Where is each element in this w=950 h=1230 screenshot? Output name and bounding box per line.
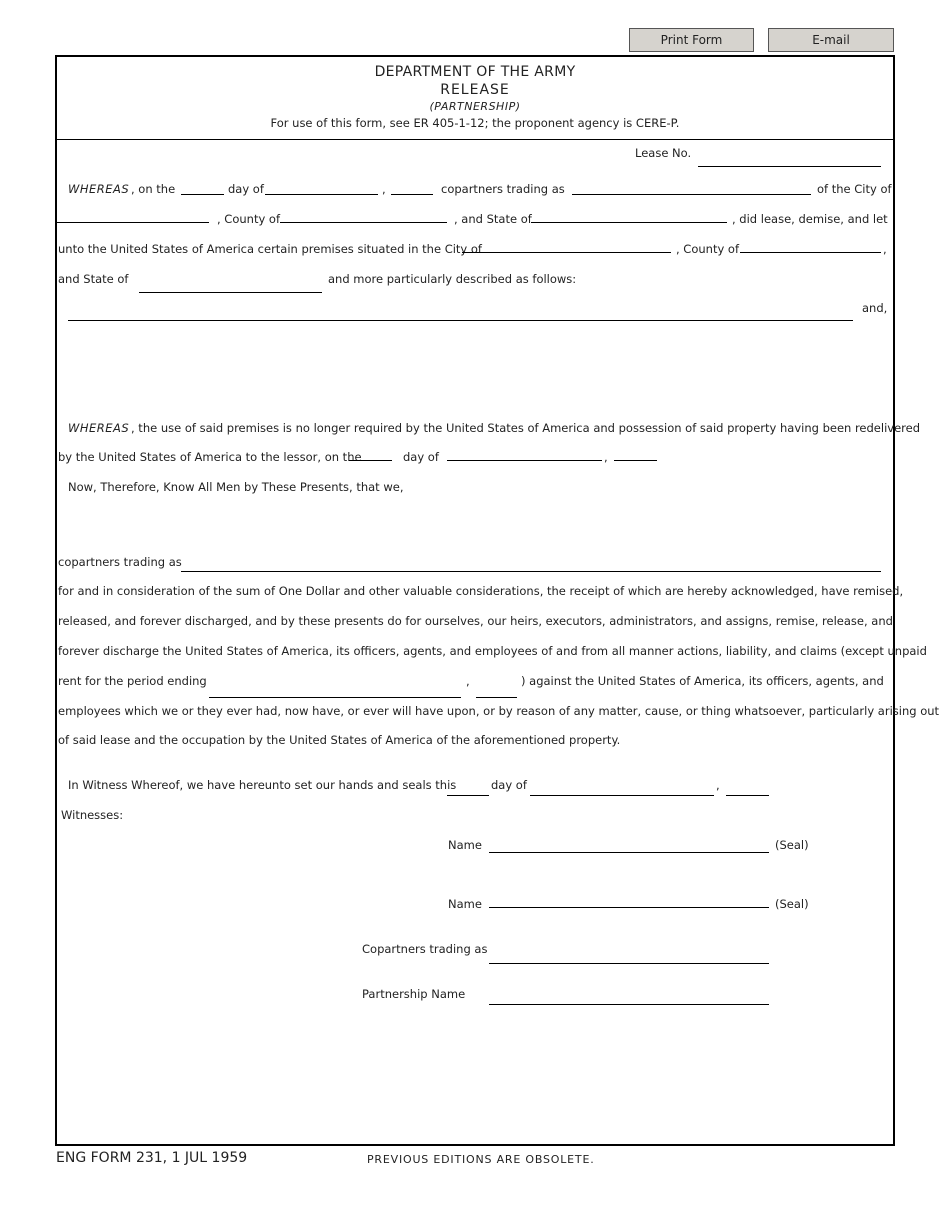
whereas-1: WHEREAS bbox=[68, 182, 130, 196]
form-subtitle: (PARTNERSHIP) bbox=[429, 100, 521, 113]
comma-label-3: , bbox=[466, 674, 470, 688]
witness-whereof-label: In Witness Whereof, we have hereunto set our hands and seals this bbox=[68, 778, 457, 792]
state-of-label: , and State of bbox=[454, 212, 532, 226]
comma-label: , bbox=[382, 182, 386, 196]
and-label: and, bbox=[862, 301, 888, 315]
lease-month-field[interactable] bbox=[265, 194, 378, 195]
copartners-trading-field[interactable] bbox=[489, 963, 769, 964]
description-field[interactable] bbox=[68, 320, 853, 321]
day-of-label: day of bbox=[228, 182, 264, 196]
line3-comma: , bbox=[883, 242, 887, 256]
lease-day-field[interactable] bbox=[181, 194, 224, 195]
copartners-trading-label: Copartners trading as bbox=[362, 942, 488, 956]
whereas-2-text: , the use of said premises is no longer required by the United States of America and possession of said property having been redelivered bbox=[131, 421, 921, 435]
witness-day-field[interactable] bbox=[447, 795, 489, 796]
header-divider bbox=[57, 139, 893, 140]
state-field[interactable] bbox=[531, 222, 727, 223]
partnership-name-field[interactable] bbox=[489, 1004, 769, 1005]
rent-year-field[interactable] bbox=[476, 697, 517, 698]
day-of-label-3: day of bbox=[491, 778, 527, 792]
partnership-name-label: Partnership Name bbox=[362, 987, 466, 1001]
obsolete-notice: PREVIOUS EDITIONS ARE OBSOLETE. bbox=[367, 1153, 595, 1166]
county-of-label: , County of bbox=[217, 212, 281, 226]
more-particularly-label: and more particularly described as follows: bbox=[328, 272, 577, 286]
on-the-label: , on the bbox=[131, 182, 176, 196]
county-field[interactable] bbox=[280, 222, 447, 223]
lease-no-label: Lease No. bbox=[635, 146, 692, 160]
premises-state-field[interactable] bbox=[139, 292, 322, 293]
para-line-1: for and in consideration of the sum of One Dollar and other valuable considerations, the receipt of which are hereby acknowledged, have remised, bbox=[58, 584, 904, 598]
redelivered-month-field[interactable] bbox=[447, 460, 602, 461]
para-line-5: employees which we or they ever had, now have, or ever will have upon, or by reason of any matter, cause, or thing whatsoever, particularly arising out bbox=[58, 704, 940, 718]
form-title: RELEASE bbox=[440, 82, 510, 98]
seal-label-2: (Seal) bbox=[775, 897, 809, 911]
para-line-4-end: ) against the United States of America, its officers, agents, and bbox=[521, 674, 884, 688]
para-line-6: of said lease and the occupation by the United States of America of the aforementioned property. bbox=[58, 733, 621, 747]
para-line-3: forever discharge the United States of America, its officers, agents, and employees of and from all manner actions, liability, and claims (except unpaid bbox=[58, 644, 927, 658]
copartners-name-field-2[interactable] bbox=[181, 571, 881, 572]
witnesses-label: Witnesses: bbox=[61, 808, 124, 822]
city-of-label: of the City of bbox=[817, 182, 892, 196]
redelivered-day-field[interactable] bbox=[349, 460, 392, 461]
unto-us-label: unto the United States of America certain premises situated in the City of bbox=[58, 242, 482, 256]
redelivered-label: by the United States of America to the lessor, on the bbox=[58, 450, 362, 464]
lease-no-field[interactable] bbox=[698, 166, 881, 167]
comma-label-2: , bbox=[604, 450, 608, 464]
witness-year-field[interactable] bbox=[726, 795, 769, 796]
premises-city-field[interactable] bbox=[462, 252, 671, 253]
email-button[interactable]: E-mail bbox=[768, 28, 894, 52]
rent-period-field[interactable] bbox=[209, 697, 461, 698]
witness-month-field[interactable] bbox=[530, 795, 714, 796]
comma-label-4: , bbox=[716, 778, 720, 792]
print-form-button[interactable]: Print Form bbox=[629, 28, 754, 52]
county-of-label-2: , County of bbox=[676, 242, 740, 256]
agency-heading: DEPARTMENT OF THE ARMY bbox=[374, 64, 576, 80]
did-lease-label: , did lease, demise, and let bbox=[732, 212, 888, 226]
state-of-label-2: and State of bbox=[58, 272, 129, 286]
day-of-label-2: day of bbox=[403, 450, 439, 464]
premises-county-field[interactable] bbox=[740, 252, 881, 253]
lease-year-field[interactable] bbox=[391, 194, 433, 195]
city-field[interactable] bbox=[57, 222, 209, 223]
whereas-2: WHEREAS bbox=[68, 421, 130, 435]
name-label-1: Name bbox=[448, 838, 482, 852]
redelivered-year-field[interactable] bbox=[614, 460, 657, 461]
copartners-name-field[interactable] bbox=[572, 194, 811, 195]
name-label-2: Name bbox=[448, 897, 482, 911]
rent-period-label: rent for the period ending bbox=[58, 674, 207, 688]
name-field-2[interactable] bbox=[489, 907, 769, 908]
form-reference: For use of this form, see ER 405-1-12; the proponent agency is CERE-P. bbox=[270, 116, 680, 130]
copartners-label: copartners trading as bbox=[441, 182, 565, 196]
form-id: ENG FORM 231, 1 JUL 1959 bbox=[56, 1150, 248, 1166]
seal-label-1: (Seal) bbox=[775, 838, 809, 852]
now-therefore-label: Now, Therefore, Know All Men by These Presents, that we, bbox=[68, 480, 404, 494]
para-line-2: released, and forever discharged, and by these presents do for ourselves, our heirs, executors, administrators, and assigns, remise, release, and bbox=[58, 614, 893, 628]
name-field-1[interactable] bbox=[489, 852, 769, 853]
copartners-label-2: copartners trading as bbox=[58, 555, 182, 569]
